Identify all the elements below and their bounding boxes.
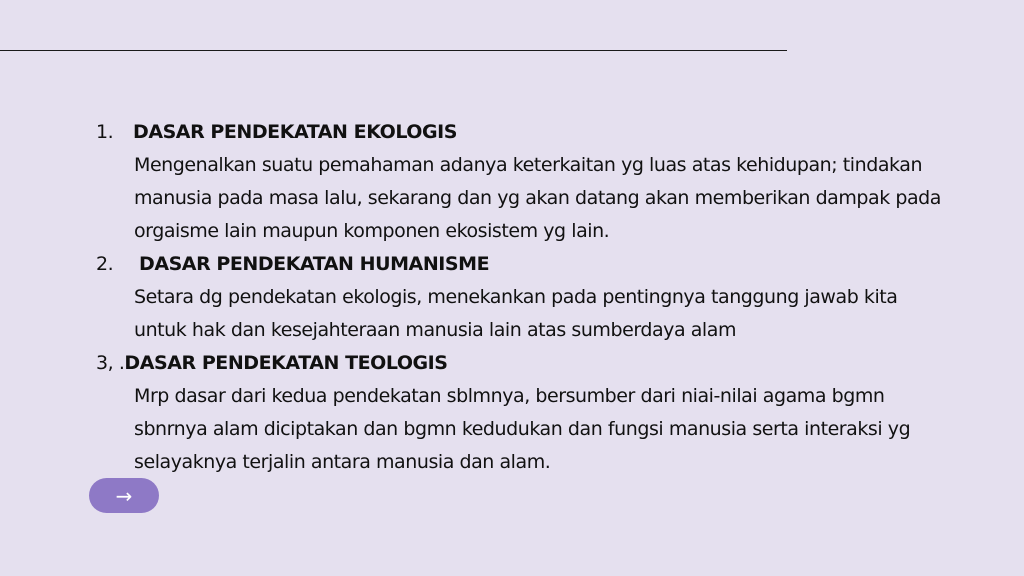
item-number: 2. xyxy=(96,253,114,275)
item-number: 1. xyxy=(96,121,114,143)
slide-content xyxy=(96,116,976,479)
arrow-right-icon: → xyxy=(115,483,133,508)
item-description: Mengenalkan suatu pemahaman adanya keterkaitan yg luas atas kehidupan; tindakan manusia pada masa lalu, sekarang dan yg akan datang akan memberikan dampak pada orgaisme lain maupun komponen ekosistem yg lain. xyxy=(134,154,941,242)
item-heading: DASAR PENDEKATAN TEOLOGIS xyxy=(124,352,448,374)
item-heading: DASAR PENDEKATAN HUMANISME xyxy=(139,253,490,275)
header-divider xyxy=(0,50,787,51)
list-item-ekologis xyxy=(96,116,976,248)
item-heading-row xyxy=(96,116,976,149)
list-item-humanisme xyxy=(96,248,976,347)
item-heading: DASAR PENDEKATAN EKOLOGIS xyxy=(133,121,458,143)
list-item-teologis xyxy=(96,347,976,479)
item-number: 3, . xyxy=(96,352,125,374)
item-heading-row xyxy=(96,248,976,281)
item-description: Setara dg pendekatan ekologis, menekankan pada pentingnya tanggung jawab kita untuk hak dan kesejahteraan manusia lain atas sumberdaya alam xyxy=(134,286,898,341)
item-heading-row xyxy=(96,347,976,380)
next-slide-button[interactable] xyxy=(89,478,159,513)
item-description: Mrp dasar dari kedua pendekatan sblmnya, bersumber dari niai-nilai agama bgmn sbnrnya alam diciptakan dan bgmn kedudukan dan fungsi manusia serta interaksi yg selayaknya terjalin antara manusia dan alam. xyxy=(134,385,911,473)
